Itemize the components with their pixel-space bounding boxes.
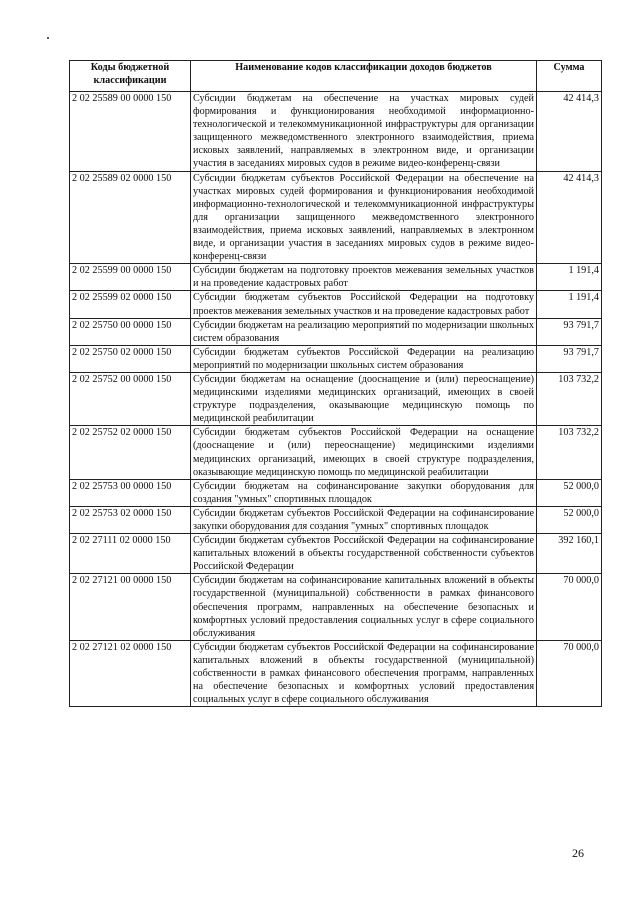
- row-sum: 1 191,4: [537, 291, 602, 318]
- row-sum: 52 000,0: [537, 479, 602, 506]
- row-code: 2 02 27121 00 0000 150: [70, 574, 191, 640]
- row-name: Субсидии бюджетам на софинансирование закупки оборудования для создания "умных" спортивных площадок: [191, 479, 537, 506]
- row-name: Субсидии бюджетам субъектов Российской Федерации на софинансирование капитальных вложений в объекты государственной (муниципальной) собственности в рамках финансового обеспечения программ, направленных на обеспечение безопасных и комфортных условий предоставления социальных услуг в сфере социального обслуживания: [191, 640, 537, 706]
- row-code: 2 02 25589 00 0000 150: [70, 92, 191, 172]
- row-sum: 392 160,1: [537, 534, 602, 574]
- row-sum: 103 732,2: [537, 372, 602, 425]
- row-name: Субсидии бюджетам на обеспечение на участках мировых судей формирования и функционирования необходимой информационно-технологической и телекоммуникационной инфраструктуры для организации защищенного межведомственного электронного взаимодействия, приема исковых заявлений, направляемых в электронном виде, и организации участия в заседаниях мировых судов в режиме видео-конференц-связи: [191, 92, 537, 172]
- row-sum: 70 000,0: [537, 640, 602, 706]
- row-code: 2 02 25589 02 0000 150: [70, 171, 191, 264]
- row-sum: 1 191,4: [537, 264, 602, 291]
- row-sum: 93 791,7: [537, 318, 602, 345]
- table-row: [70, 574, 602, 640]
- table-row: [70, 426, 602, 479]
- row-sum: 52 000,0: [537, 506, 602, 533]
- table-row: [70, 534, 602, 574]
- row-code: 2 02 25599 00 0000 150: [70, 264, 191, 291]
- table-header-row: [70, 61, 602, 92]
- row-code: 2 02 27111 02 0000 150: [70, 534, 191, 574]
- row-code: 2 02 25750 00 0000 150: [70, 318, 191, 345]
- header-codes: Коды бюджетной классификации: [70, 61, 191, 92]
- header-name: Наименование кодов классификации доходов бюджетов: [191, 61, 537, 92]
- table-row: [70, 479, 602, 506]
- table-row: [70, 92, 602, 172]
- table-row: [70, 640, 602, 706]
- row-sum: 103 732,2: [537, 426, 602, 479]
- page-number: 26: [572, 846, 584, 860]
- row-sum: 42 414,3: [537, 171, 602, 264]
- row-name: Субсидии бюджетам субъектов Российской Федерации на обеспечение на участках мировых судей формирования и функционирования необходимой информационно-технологической и телекоммуникационной инфраструктуры для организации защищенного межведомственного электронного взаимодействия, приема исковых заявлений, направляемых в электронном виде, и организации участия в заседаниях мировых судов в режиме видео-конференц-связи: [191, 171, 537, 264]
- row-code: 2 02 27121 02 0000 150: [70, 640, 191, 706]
- row-name: Субсидии бюджетам на софинансирование капитальных вложений в объекты государственной (муниципальной) собственности в рамках финансового обеспечения программ, направленных на обеспечение безопасных и комфортных условий предоставления социальных услуг в сфере социального обслуживания: [191, 574, 537, 640]
- row-name: Субсидии бюджетам субъектов Российской Федерации на софинансирование закупки оборудования для создания "умных" спортивных площадок: [191, 506, 537, 533]
- row-code: 2 02 25752 00 0000 150: [70, 372, 191, 425]
- row-sum: 42 414,3: [537, 92, 602, 172]
- table-row: [70, 171, 602, 264]
- budget-classification-table: [69, 60, 602, 707]
- table-row: [70, 318, 602, 345]
- row-name: Субсидии бюджетам субъектов Российской Федерации на подготовку проектов межевания земельных участков и на проведение кадастровых работ: [191, 291, 537, 318]
- row-code: 2 02 25752 02 0000 150: [70, 426, 191, 479]
- table-row: [70, 372, 602, 425]
- row-code: 2 02 25750 02 0000 150: [70, 345, 191, 372]
- row-sum: 70 000,0: [537, 574, 602, 640]
- row-name: Субсидии бюджетам на реализацию мероприятий по модернизации школьных систем образования: [191, 318, 537, 345]
- row-name: Субсидии бюджетам субъектов Российской Федерации на оснащение (дооснащение и (или) переоснащение) медицинскими изделиями медицинских организаций, имеющих в своей структуре подразделения, оказывающие медицинскую помощь по медицинской реабилитации: [191, 426, 537, 479]
- header-sum: Сумма: [537, 61, 602, 92]
- table-row: [70, 345, 602, 372]
- table-row: [70, 506, 602, 533]
- row-code: 2 02 25753 00 0000 150: [70, 479, 191, 506]
- table-row: [70, 291, 602, 318]
- row-name: Субсидии бюджетам субъектов Российской Федерации на реализацию мероприятий по модернизации школьных систем образования: [191, 345, 537, 372]
- table-row: [70, 264, 602, 291]
- row-name: Субсидии бюджетам субъектов Российской Федерации на софинансирование капитальных вложений в объекты государственной собственности субъектов Российской Федерации: [191, 534, 537, 574]
- scan-dot: [47, 37, 49, 39]
- row-code: 2 02 25753 02 0000 150: [70, 506, 191, 533]
- row-sum: 93 791,7: [537, 345, 602, 372]
- row-name: Субсидии бюджетам на оснащение (дооснащение и (или) переоснащение) медицинскими изделиями медицинских организаций, имеющих в своей структуре подразделения, оказывающие медицинскую помощь по медицинской реабилитации: [191, 372, 537, 425]
- row-code: 2 02 25599 02 0000 150: [70, 291, 191, 318]
- row-name: Субсидии бюджетам на подготовку проектов межевания земельных участков и на проведение кадастровых работ: [191, 264, 537, 291]
